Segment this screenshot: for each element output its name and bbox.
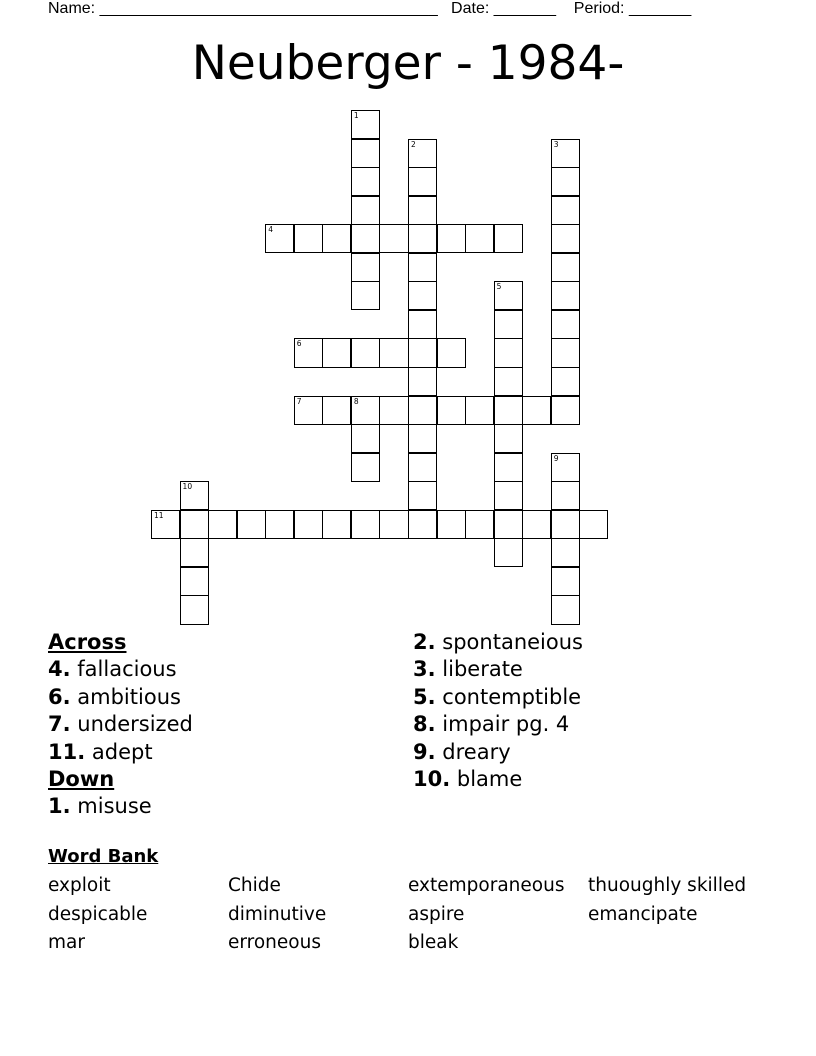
clue-text: contemptible xyxy=(442,684,582,709)
clue-number-label: 6 xyxy=(296,339,302,349)
grid-cell[interactable] xyxy=(180,510,209,539)
grid-cell[interactable] xyxy=(579,510,608,539)
grid-cell[interactable] xyxy=(494,396,523,425)
clue-number-label: 4 xyxy=(268,225,273,235)
grid-cell[interactable] xyxy=(551,338,580,367)
grid-cell[interactable] xyxy=(494,510,523,539)
word-bank-item: exploit xyxy=(48,875,111,896)
grid-cell[interactable] xyxy=(351,510,380,539)
grid-cell[interactable] xyxy=(494,281,523,310)
grid-cell[interactable] xyxy=(494,481,523,510)
grid-cell[interactable] xyxy=(408,453,437,482)
clue-across-7 xyxy=(48,711,193,738)
clue-number-label: 3 xyxy=(553,139,559,149)
clue-text: impair pg. 4 xyxy=(442,712,570,737)
grid-cell[interactable] xyxy=(494,538,523,567)
grid-cell[interactable] xyxy=(551,595,580,624)
grid-cell[interactable] xyxy=(494,424,523,453)
grid-cell[interactable] xyxy=(408,310,437,339)
grid-cell[interactable] xyxy=(551,139,580,168)
grid-cell[interactable] xyxy=(465,224,494,253)
grid-cell[interactable] xyxy=(294,510,323,539)
clue-text: ambitious xyxy=(77,684,181,709)
grid-cell[interactable] xyxy=(351,139,380,168)
grid-cell[interactable] xyxy=(551,310,580,339)
clue-number-label: 2 xyxy=(410,139,416,149)
clue-down-9 xyxy=(413,739,583,766)
across-heading: Across xyxy=(48,630,127,654)
clue-text: blame xyxy=(456,767,523,792)
word-bank-item: aspire xyxy=(408,903,465,925)
grid-cell[interactable] xyxy=(351,224,380,253)
word-bank-item: erroneous xyxy=(228,932,321,953)
clue-number-label: 1 xyxy=(353,111,359,120)
grid-cell[interactable] xyxy=(551,196,580,225)
grid-cell[interactable] xyxy=(294,396,323,425)
grid-cell[interactable] xyxy=(351,338,380,367)
clue-number: 3. xyxy=(413,657,436,682)
clue-number: 4. xyxy=(48,657,71,682)
grid-cell[interactable] xyxy=(351,424,380,453)
clue-text: dreary xyxy=(442,739,511,764)
grid-cell[interactable] xyxy=(180,595,209,624)
clue-text: adept xyxy=(91,739,153,764)
grid-cell[interactable] xyxy=(494,367,523,396)
clue-number: 1. xyxy=(48,794,71,819)
clues-left-column xyxy=(48,629,193,821)
clue-number: 9. xyxy=(413,739,436,764)
grid-cell[interactable] xyxy=(180,567,209,596)
grid-cell[interactable] xyxy=(379,224,408,253)
clue-text: misuse xyxy=(77,794,152,819)
grid-cell[interactable] xyxy=(379,396,408,425)
grid-cell[interactable] xyxy=(551,510,580,539)
grid-cell[interactable] xyxy=(351,196,380,225)
clue-number-label: 8 xyxy=(353,396,359,406)
grid-cell[interactable] xyxy=(208,510,237,539)
word-bank-item: Chide xyxy=(228,875,281,896)
grid-cell[interactable] xyxy=(237,510,266,539)
clue-number: 11. xyxy=(48,739,86,764)
grid-cell[interactable] xyxy=(351,110,380,139)
grid-cell[interactable] xyxy=(522,510,551,539)
grid-cell[interactable] xyxy=(408,338,437,367)
grid-cell[interactable] xyxy=(551,224,580,253)
grid-cell[interactable] xyxy=(408,424,437,453)
grid-cell[interactable] xyxy=(551,167,580,196)
clue-number: 7. xyxy=(48,712,71,737)
grid-cell[interactable] xyxy=(522,396,551,425)
grid-cell[interactable] xyxy=(551,481,580,510)
grid-cell[interactable] xyxy=(551,253,580,282)
grid-cell[interactable] xyxy=(408,224,437,253)
grid-cell[interactable] xyxy=(408,481,437,510)
clue-down-10 xyxy=(413,766,583,793)
clue-down-2 xyxy=(413,629,583,656)
word-bank-item: emancipate xyxy=(588,903,698,925)
clue-number: 6. xyxy=(48,684,71,709)
word-bank-title: Word Bank xyxy=(48,846,159,867)
grid-cell[interactable] xyxy=(351,167,380,196)
grid-cell[interactable] xyxy=(322,510,351,539)
clue-across-4 xyxy=(48,656,193,683)
grid-cell[interactable] xyxy=(494,310,523,339)
word-bank-item: mar xyxy=(48,932,85,953)
grid-cell[interactable] xyxy=(294,338,323,367)
clue-number-label: 5 xyxy=(496,282,502,292)
grid-cell[interactable] xyxy=(408,196,437,225)
clue-number: 10. xyxy=(413,767,451,792)
grid-cell[interactable] xyxy=(379,510,408,539)
clue-down-3 xyxy=(413,656,583,683)
grid-cell[interactable] xyxy=(351,453,380,482)
clue-number-label: 9 xyxy=(553,453,559,463)
grid-cell[interactable] xyxy=(351,396,380,425)
grid-cell[interactable] xyxy=(265,224,294,253)
grid-cell[interactable] xyxy=(494,338,523,367)
down-heading: Down xyxy=(48,767,115,792)
grid-cell[interactable] xyxy=(551,367,580,396)
grid-cell[interactable] xyxy=(437,338,466,367)
grid-cell[interactable] xyxy=(322,224,351,253)
word-bank-item: despicable xyxy=(48,903,148,925)
grid-cell[interactable] xyxy=(551,567,580,596)
grid-cell[interactable] xyxy=(494,224,523,253)
grid-cell[interactable] xyxy=(180,538,209,567)
clue-number-label: 7 xyxy=(296,396,302,406)
grid-cell[interactable] xyxy=(180,481,209,510)
grid-cell[interactable] xyxy=(408,367,437,396)
clue-text: spontaneious xyxy=(442,630,583,654)
grid-cell[interactable] xyxy=(551,453,580,482)
clue-down-5 xyxy=(413,684,583,711)
grid-cell[interactable] xyxy=(437,224,466,253)
clue-across-6 xyxy=(48,684,193,711)
grid-cell[interactable] xyxy=(151,510,180,539)
grid-cell[interactable] xyxy=(551,396,580,425)
clue-down-8 xyxy=(413,711,583,738)
grid-cell[interactable] xyxy=(351,253,380,282)
clue-text: fallacious xyxy=(77,657,177,682)
word-bank-item: bleak xyxy=(408,932,459,953)
word-bank xyxy=(48,872,768,958)
grid-cell[interactable] xyxy=(294,224,323,253)
clue-text: undersized xyxy=(77,712,193,737)
grid-cell[interactable] xyxy=(351,281,380,310)
grid-cell[interactable] xyxy=(408,281,437,310)
grid-cell[interactable] xyxy=(465,396,494,425)
clue-number-label: 10 xyxy=(182,482,193,492)
page-title: Neuberger - 1984- xyxy=(191,36,625,91)
clue-number: 5. xyxy=(413,684,436,709)
word-bank-item: extemporaneous xyxy=(408,875,565,896)
clues-right-column xyxy=(413,629,583,793)
word-bank-item: thuoughly skilled xyxy=(588,875,747,896)
grid-cell[interactable] xyxy=(408,167,437,196)
grid-cell[interactable] xyxy=(408,396,437,425)
grid-cell[interactable] xyxy=(408,510,437,539)
grid-cell[interactable] xyxy=(408,139,437,168)
clue-number-label: 11 xyxy=(154,510,164,520)
clue-number: 8. xyxy=(413,712,436,737)
grid-cell[interactable] xyxy=(465,510,494,539)
grid-cell[interactable] xyxy=(437,396,466,425)
clue-number: 2. xyxy=(413,630,436,654)
grid-cell[interactable] xyxy=(437,510,466,539)
grid-cell[interactable] xyxy=(551,538,580,567)
clue-text: liberate xyxy=(442,657,523,682)
clue-down-1 xyxy=(48,793,193,820)
name-date-period-line: Name: ______________________________________ Date: _______ Period: _______ xyxy=(48,0,692,17)
grid-cell[interactable] xyxy=(322,338,351,367)
grid-cell[interactable] xyxy=(494,453,523,482)
grid-cell[interactable] xyxy=(379,338,408,367)
word-bank-item: diminutive xyxy=(228,903,327,925)
grid-cell[interactable] xyxy=(408,253,437,282)
grid-cell[interactable] xyxy=(322,396,351,425)
grid-cell[interactable] xyxy=(551,281,580,310)
clue-across-11 xyxy=(48,739,193,766)
grid-cell[interactable] xyxy=(265,510,294,539)
